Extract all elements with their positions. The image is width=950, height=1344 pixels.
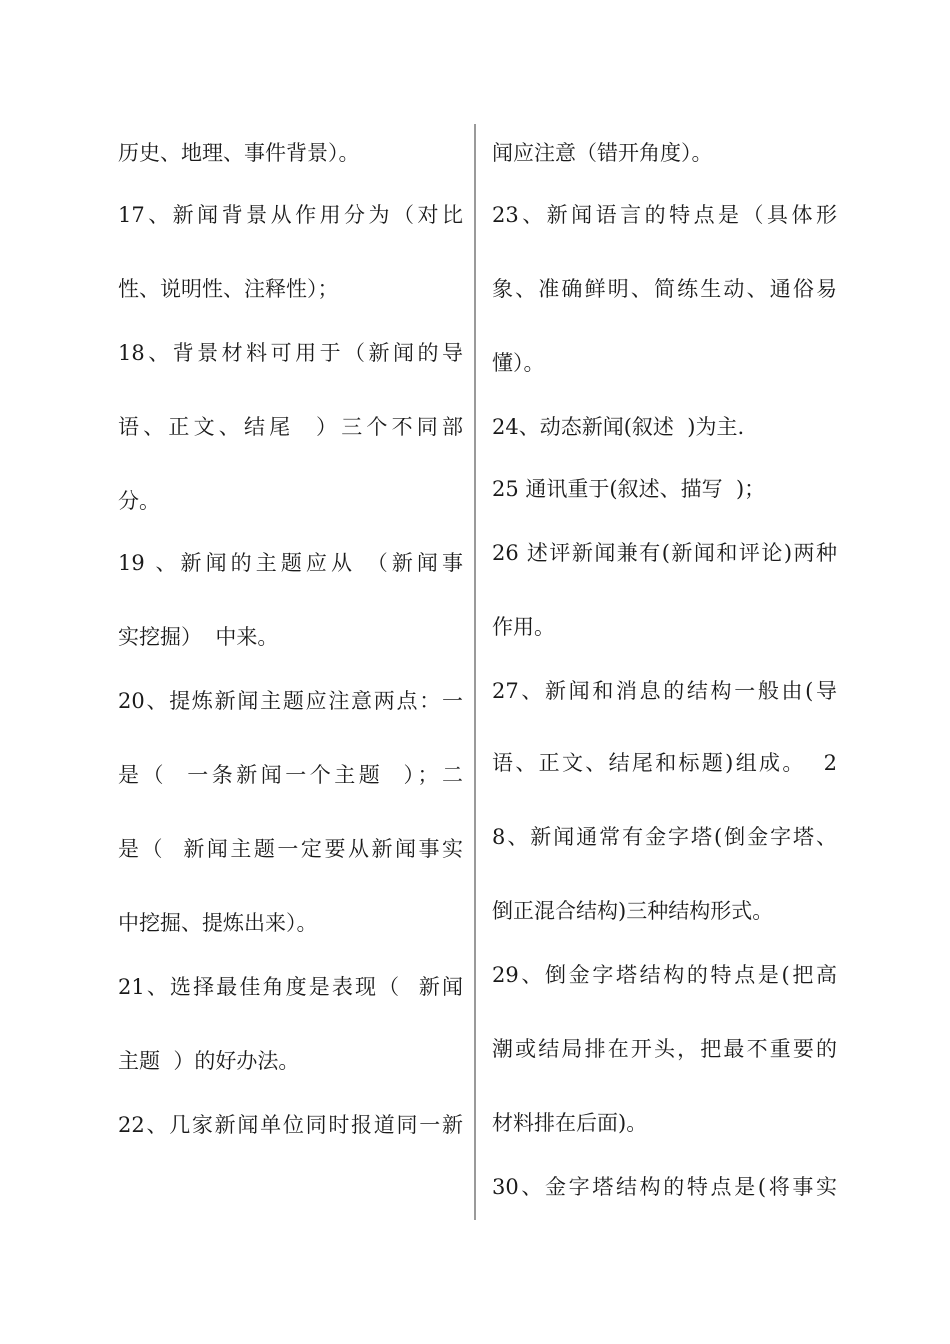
text-line: 材料排在后面)。	[492, 1111, 648, 1135]
text-line: 17、新闻背景从作用分为（对比	[118, 203, 463, 227]
text-line: 22、几家新闻单位同时报道同一新	[118, 1113, 463, 1137]
text-line: 作用。	[492, 615, 555, 639]
text-line: 18、背景材料可用于（新闻的导	[118, 341, 463, 365]
text-line: 8、新闻通常有金字塔(倒金字塔、	[492, 825, 837, 849]
text-line: 象、准确鲜明、简练生动、通俗易	[492, 277, 837, 301]
text-line: 27、新闻和消息的结构一般由(导	[492, 679, 837, 703]
text-line: 主题 ）的好办法。	[118, 1049, 300, 1073]
text-line: 23、新闻语言的特点是（具体形	[492, 203, 837, 227]
text-line: 26 述评新闻兼有(新闻和评论)两种	[492, 541, 837, 565]
text-line: 分。	[118, 489, 160, 513]
text-line: 30、金字塔结构的特点是(将事实	[492, 1175, 837, 1199]
text-line: 性、说明性、注释性）；	[118, 277, 339, 301]
text-line: 懂）。	[492, 351, 545, 375]
text-line: 21、选择最佳角度是表现（ 新闻	[118, 975, 463, 999]
text-line: 实挖掘） 中来。	[118, 625, 279, 649]
text-line: 24、动态新闻(叙述 )为主.	[492, 415, 745, 439]
text-line: 语、正文、结尾 ）三个不同部	[118, 415, 463, 439]
text-line: 倒正混合结构)三种结构形式。	[492, 899, 774, 923]
text-line: 是（ 一条新闻一个主题 ）；二	[118, 763, 463, 787]
text-line: 20、提炼新闻主题应注意两点：一	[118, 689, 463, 713]
text-line: 29、倒金字塔结构的特点是(把高	[492, 963, 837, 987]
column-divider	[474, 124, 476, 1220]
text-line: 历史、地理、事件背景）。	[118, 141, 360, 165]
text-line: 潮或结局排在开头，把最不重要的	[492, 1037, 837, 1061]
text-line: 25 通讯重于(叙述、描写 )；	[492, 477, 766, 501]
text-line: 语、正文、结尾和标题)组成。 2	[492, 751, 837, 775]
text-line: 闻应注意（错开角度）。	[492, 141, 713, 165]
text-line: 中挖掘、提炼出来）。	[118, 911, 318, 935]
text-line: 19 、新闻的主题应从 （新闻事	[118, 551, 463, 575]
text-line: 是（ 新闻主题一定要从新闻事实	[118, 837, 463, 861]
